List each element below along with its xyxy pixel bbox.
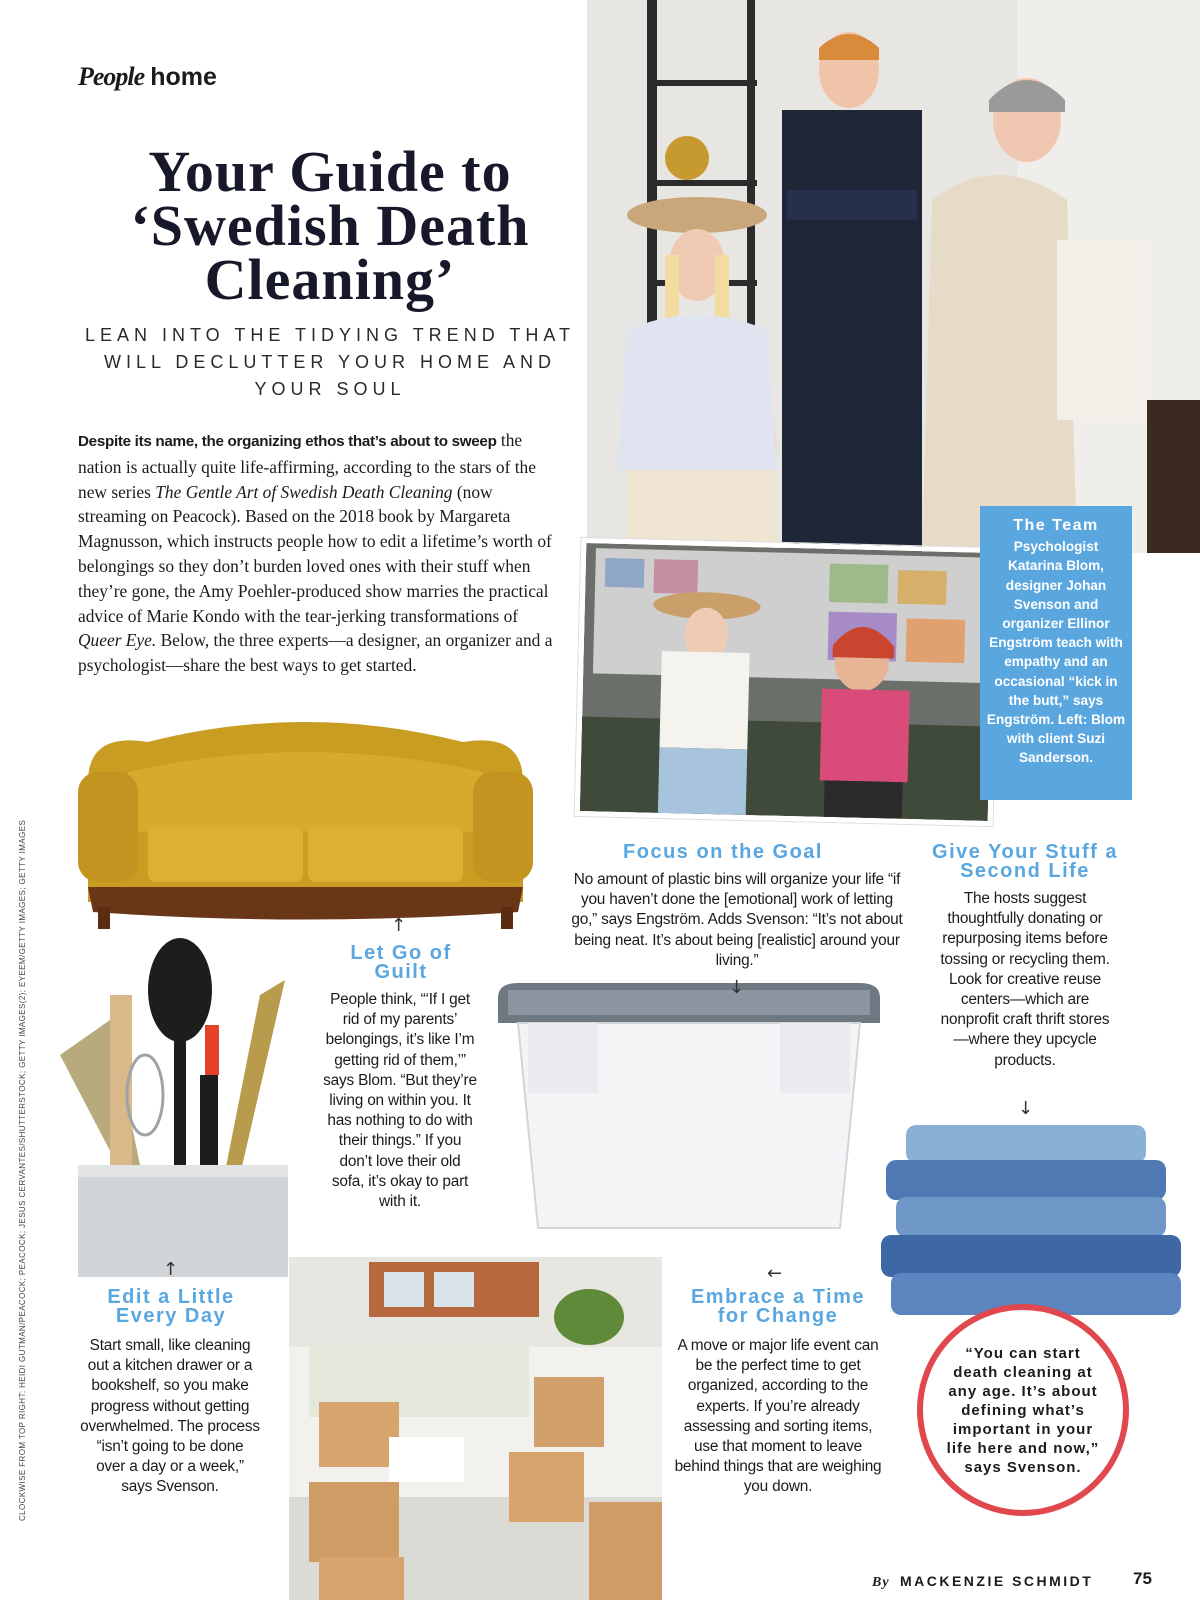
- tip-embrace-time-text: A move or major life event can be the perfect time to get organized, according to the experts. If you’re already assessing and sorting items, use that moment to leave behind things that are weighing you down.: [674, 1337, 882, 1496]
- team-caption-box: [980, 506, 1132, 800]
- tip-focus-goal-title: Focus on the Goal: [623, 841, 823, 863]
- tip-second-life-title: Give Your Stuff a Second Life: [932, 841, 1118, 882]
- arrow-down-icon: ↓: [1018, 1098, 1034, 1119]
- tip-let-go-text: People think, “‘If I get rid of my parents’ belongings, it’s like I’m getting rid of them,’” says Blom. “But they’re living on within you. It has nothing to do with their things.” If you don’t love their old sofa, it’s okay to part with it.: [323, 991, 477, 1211]
- team-caption-heading: The Team: [1013, 517, 1099, 534]
- arrow-up-icon: ↑: [391, 915, 407, 936]
- byline-author: MACKENZIE SCHMIDT: [899, 1573, 1094, 1589]
- tip-edit-little-text: Start small, like cleaning out a kitchen drawer or a bookshelf, so you make progress without getting overwhelmed. The process “isn’t going to be done over a day or a week,” says Svenson.: [80, 1337, 260, 1496]
- pull-quote-circle: [917, 1304, 1129, 1516]
- tip-second-life-text: The hosts suggest thoughtfully donating or repurposing items before tossing or recycling them. Look for creative reuse centers—which are nonprofit craft thrift stores—where they upcycle products.: [940, 890, 1110, 1069]
- client-photo: [575, 538, 1000, 826]
- team-photo: [587, 0, 1200, 553]
- moving-boxes-photo: [289, 1257, 662, 1600]
- team-caption-text: Psychologist Katarina Blom, designer Johan Svenson and organizer Ellinor Engström teach with empathy and an occasional “kick in the butt,” says Engström. Left: Blom with client Suzi Sanderson.: [986, 539, 1126, 766]
- intro-paragraph: [78, 428, 558, 678]
- page-number: 75: [1133, 1569, 1152, 1588]
- plastic-bin-photo: [488, 978, 890, 1238]
- show-reference: Queer Eye.: [78, 630, 157, 651]
- article-subtitle: LEAN INTO THE TIDYING TREND THAT WILL DECLUTTER YOUR HOME AND YOUR SOUL: [84, 325, 576, 399]
- tip-embrace-time-title: Embrace a Time for Change: [690, 1286, 866, 1327]
- tip-focus-goal-text: No amount of plastic bins will organize your life “if you haven’t done the [emotional] work of letting go,” says Engström. Adds Svenson: “It’s not about being neat. It’s about being [realistic] around your living.”: [571, 871, 903, 969]
- tip-let-go-title: Let Go of Guilt: [350, 942, 452, 983]
- kitchen-utensils-photo: [50, 935, 310, 1280]
- intro-text-1: the nation is actually quite life-affirming, according to the stars of the new series: [78, 430, 536, 502]
- show-title: The Gentle Art of Swedish Death Cleaning: [155, 481, 453, 502]
- arrow-up-icon: ↑: [163, 1259, 179, 1280]
- photo-credit: CLOCKWISE FROM TOP RIGHT: HEIDI GUTMAN/PEACOCK; PEACOCK; JESUS CERVANTES/SHUTTERSTOCK; GETTY IMAGES(2); EYEEM/GETTY IMAGES; GETTY IMAGES: [18, 819, 27, 1521]
- tip-edit-little-title: Edit a Little Every Day: [107, 1286, 235, 1327]
- intro-lead: Despite its name, the organizing ethos that’s about to sweep: [78, 433, 497, 450]
- byline-by: By: [872, 1575, 890, 1590]
- section-brand: [78, 62, 217, 92]
- folded-jeans-photo: [866, 1105, 1200, 1327]
- intro-text-2: (now streaming on Peacock). Based on the 2018 book by Margareta Magnusson, which instructs people how to edit a lifetime’s worth of belongings so they don’t burden loved ones with their stuff when they’re gone, the Amy Poehler-produced show marries the practical advice of Marie Kondo with the tear-jerking transformations of: [78, 481, 552, 626]
- section-label: home: [150, 63, 217, 91]
- arrow-down-icon: ↓: [729, 977, 745, 998]
- arrow-left-icon: ←: [767, 1263, 783, 1284]
- article-title: Your Guide to ‘Swedish Death Cleaning’: [130, 139, 530, 312]
- intro-text-3: Below, the three experts—a designer, an organizer and a psychologist—share the best ways to get started.: [78, 630, 553, 676]
- byline: [872, 1573, 1093, 1591]
- pull-quote-text: “You can start death cleaning at any age. It’s about defining what’s important in your life here and now,” says Svenson.: [946, 1344, 1100, 1476]
- people-logo: People: [78, 62, 145, 91]
- sofa-photo: [68, 712, 543, 930]
